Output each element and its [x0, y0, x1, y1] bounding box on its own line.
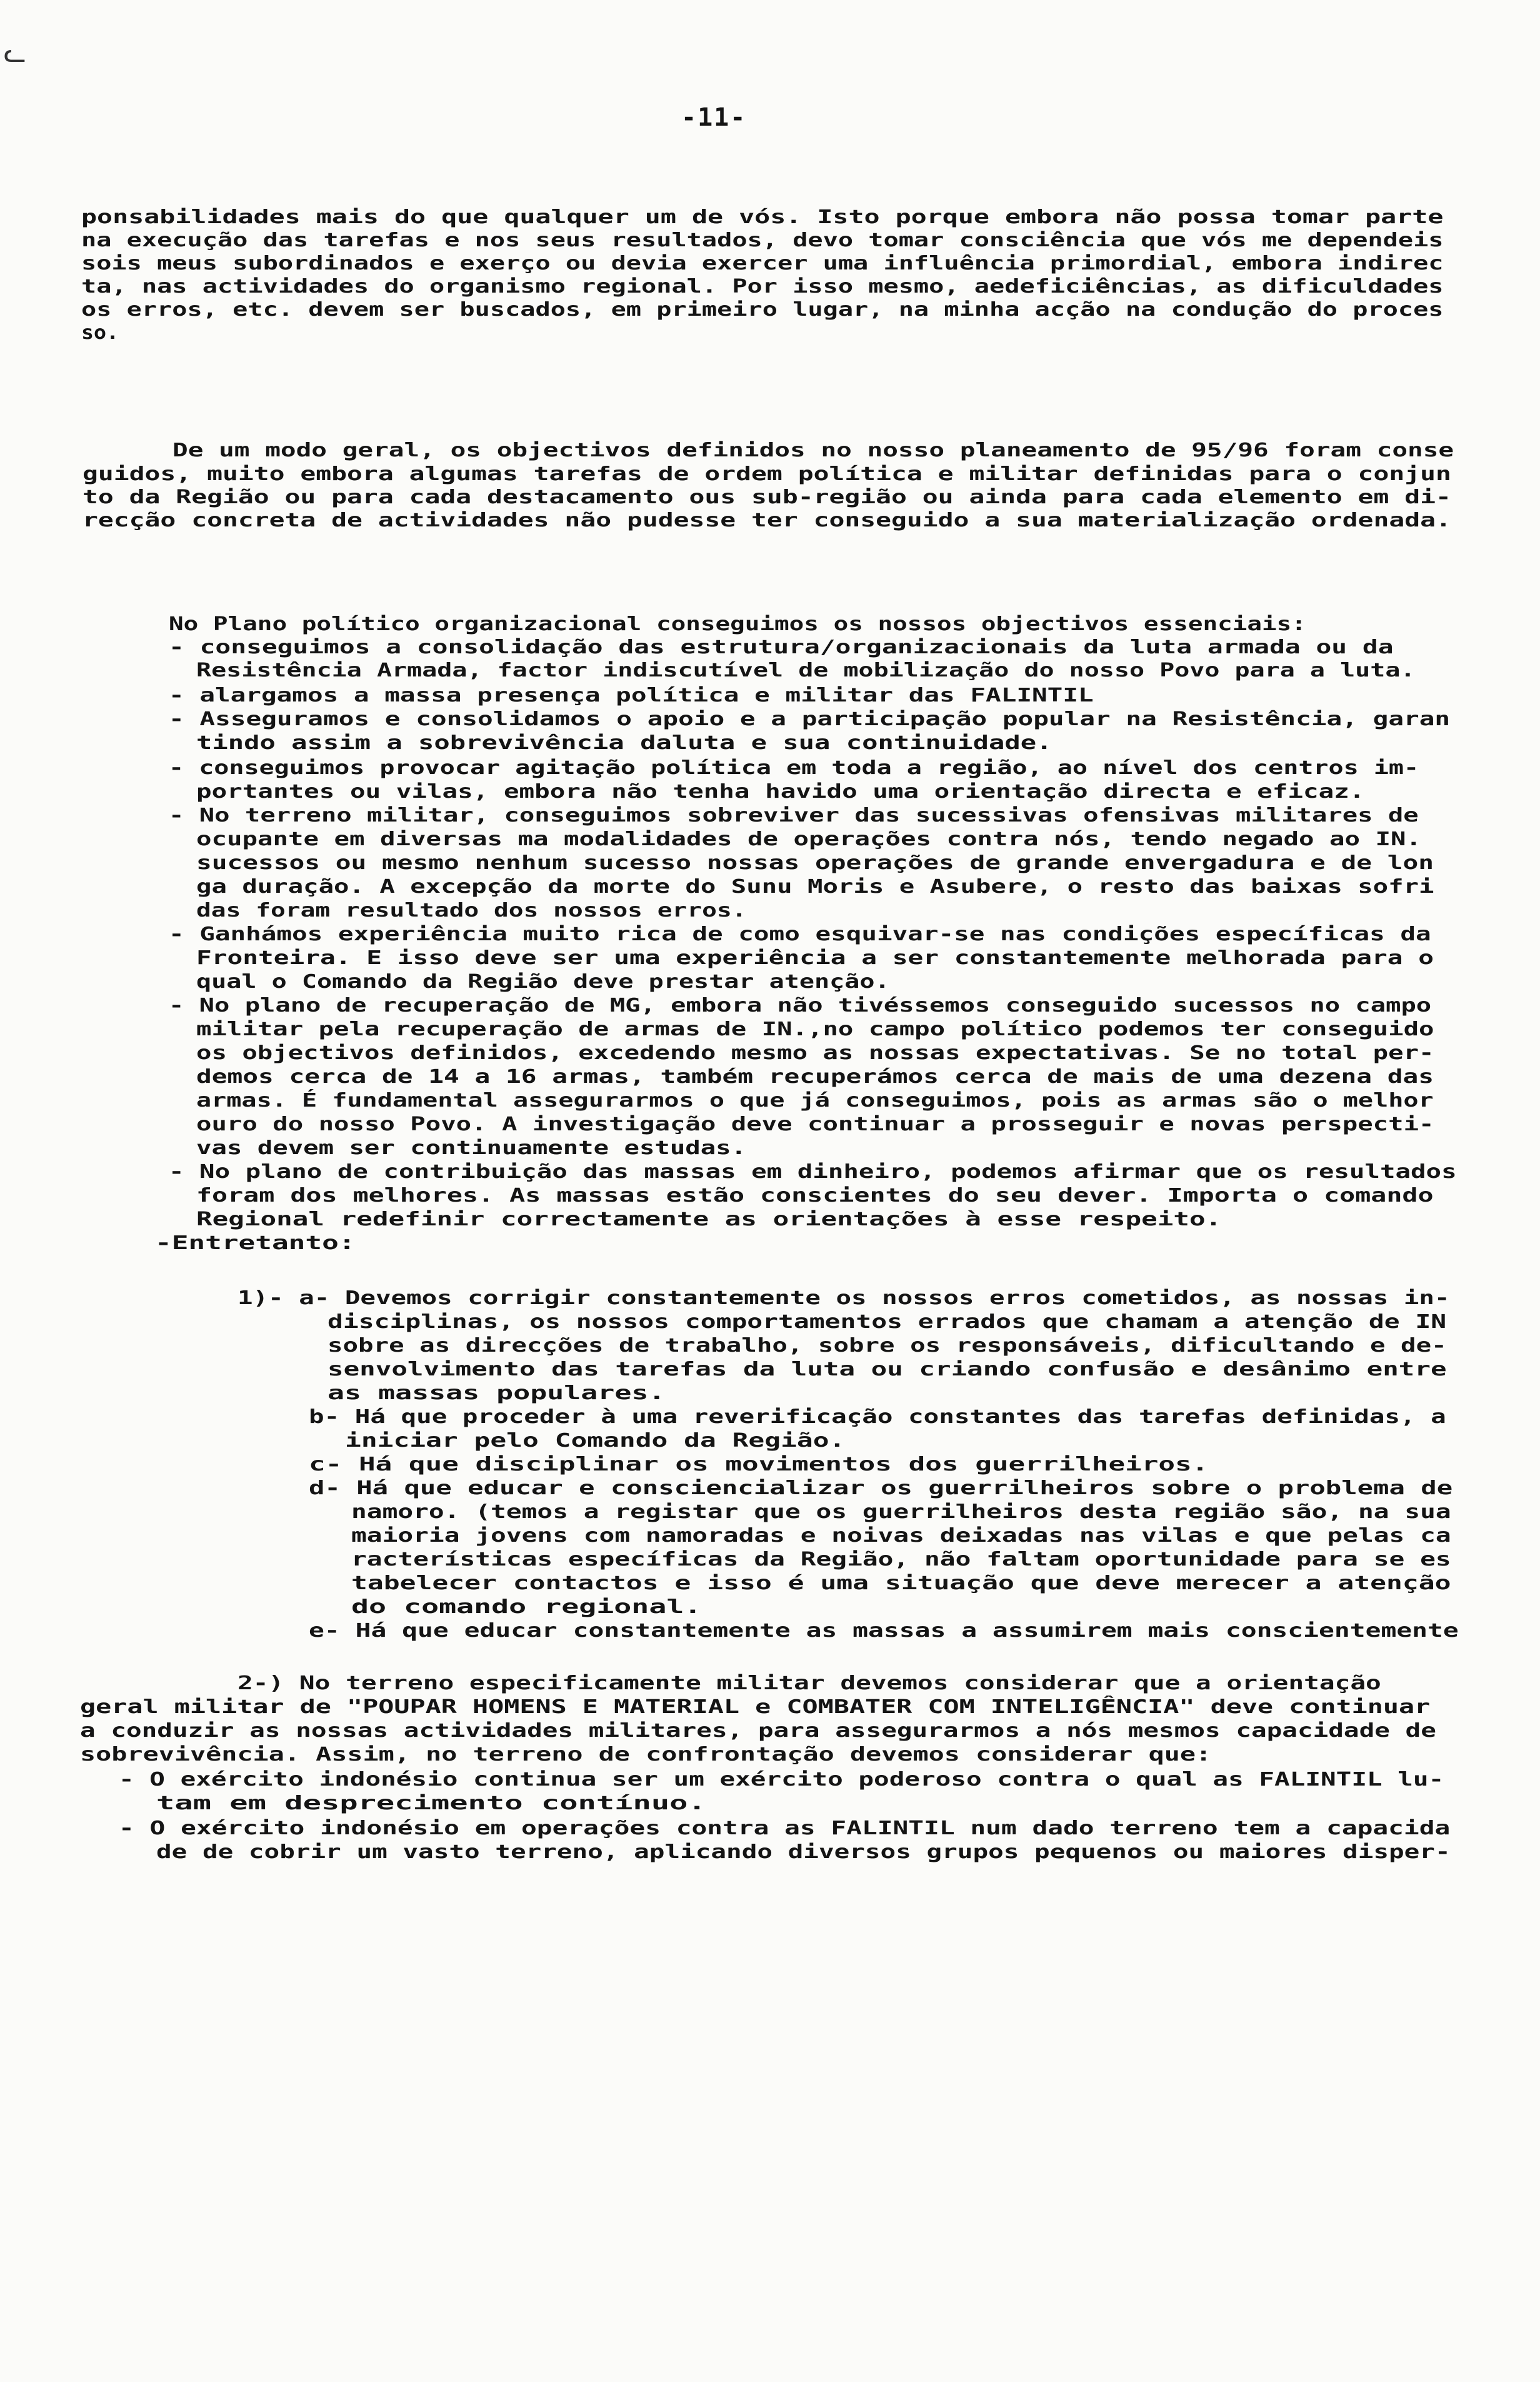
text-line: -Entretanto:	[155, 1232, 356, 1254]
text-line: c- Há que disciplinar os movimentos dos guerrilheiros.	[309, 1454, 1209, 1475]
text-line: recção concreta de actividades não pudesse ter conseguido a sua materialização ordenada.	[82, 510, 1451, 531]
text-line: portantes ou vilas, embora não tenha havido uma orientação directa e eficaz.	[196, 781, 1365, 803]
text-line: maioria jovens com namoradas e noivas deixadas nas vilas e que pelas ca	[351, 1525, 1451, 1547]
text-line: sois meus subordinados e exerço ou devia exercer uma influência primordial, embora indirec	[81, 253, 1444, 274]
text-line: - Ganhámos experiência muito rica de como esquivar-se nas condições específicas da	[169, 923, 1431, 945]
text-line: geral militar de "POUPAR HOMENS E MATERIAL e COMBATER COM INTELIGÊNCIA" deve continuar	[80, 1696, 1431, 1718]
text-line: - No plano de recuperação de MG, embora não tivéssemos conseguido sucessos no campo	[169, 995, 1432, 1017]
text-line: e- Há que educar constantemente as massas a assumirem mais conscientemente	[309, 1620, 1459, 1642]
text-line: militar pela recuperação de armas de IN.,no campo político podemos ter conseguido	[196, 1018, 1434, 1040]
text-line: os objectivos definidos, excedendo mesmo as nossas expectativas. Se no total per-	[196, 1042, 1434, 1064]
text-line: - conseguimos provocar agitação política em toda a região, ao nível dos centros im-	[169, 757, 1419, 779]
text-line: - conseguimos a consolidação das estrutura/organizacionais da luta armada ou da	[169, 636, 1394, 658]
text-line: - No terreno militar, conseguimos sobreviver das sucessivas ofensivas militares de	[169, 805, 1419, 827]
text-line: 2-) No terreno especificamente militar devemos considerar que a orientação	[238, 1672, 1381, 1694]
text-line: iniciar pelo Comando da Região.	[345, 1430, 846, 1452]
text-line: sucessos ou mesmo nenhum sucesso nossas operações de grande envergadura e de lon	[196, 852, 1434, 874]
text-line: senvolvimento das tarefas da luta ou criando confusão e desânimo entre	[328, 1359, 1447, 1380]
text-line: sobrevivência. Assim, no terreno de confrontação devemos considerar que:	[80, 1744, 1212, 1766]
text-line: demos cerca de 14 a 16 armas, também recuperámos cerca de mais de uma dezena das	[196, 1066, 1434, 1088]
text-line: guidos, muito embora algumas tarefas de ordem política e militar definidas para o conjun	[82, 463, 1451, 485]
text-line: - Asseguramos e consolidamos o apoio e a participação popular na Resistência, garan	[169, 708, 1451, 730]
text-line: as massas populares.	[328, 1382, 666, 1404]
text-line: tindo assim a sobrevivência daluta e sua continuidade.	[196, 732, 1052, 754]
text-line: - No plano de contribuição das massas em dinheiro, podemos afirmar que os resultados	[169, 1161, 1457, 1183]
text-line: foram dos melhores. As massas estão conscientes do seu dever. Importa o comando	[196, 1185, 1434, 1207]
text-line: ga duração. A excepção da morte do Sunu Moris e Asubere, o resto das baixas sofri	[196, 876, 1434, 898]
text-line: armas. É fundamental assegurarmos o que já conseguimos, pois as armas são o melhor	[196, 1090, 1434, 1112]
text-line: vas devem ser continuamente estudas.	[196, 1137, 747, 1159]
text-line: a conduzir as nossas actividades militares, para assegurarmos a nós mesmos capacidade de	[80, 1720, 1436, 1742]
text-line: - O exército indonésio continua ser um exército poderoso contra o qual as FALINTIL lu-	[119, 1769, 1444, 1791]
text-line: do comando regional.	[351, 1596, 702, 1618]
text-line: de de cobrir um vasto terreno, aplicando diversos grupos pequenos ou maiores disper-	[156, 1841, 1451, 1863]
text-line: ouro do nosso Povo. A investigação deve continuar a prosseguir e novas perspecti-	[196, 1113, 1434, 1135]
text-line: - alargamos a massa presença política e militar das FALINTIL	[169, 685, 1094, 706]
text-line: - O exército indonésio em operações contra as FALINTIL num dado terreno tem a capacida	[119, 1817, 1451, 1839]
text-line: No Plano político organizacional conseguimos os nossos objectivos essenciais:	[169, 613, 1306, 635]
text-line: Fronteira. E isso deve ser uma experiência a ser constantemente melhorada para o	[196, 947, 1434, 969]
text-line: tabelecer contactos e isso é uma situação que deve merecer a atenção	[351, 1572, 1451, 1594]
page-number: -11-	[681, 103, 747, 132]
text-line: b- Há que proceder à uma reverificação constantes das tarefas definidas, a	[309, 1406, 1446, 1428]
text-line: Regional redefinir correctamente as orientações à esse respeito.	[196, 1209, 1222, 1230]
text-line: tam em desprecimento contínuo.	[156, 1792, 706, 1814]
text-line: 1)- a- Devemos corrigir constantemente os nossos erros cometidos, as nossas in-	[238, 1287, 1450, 1309]
text-line: ta, nas actividades do organismo regional. Por isso mesmo, aedeficiências, as dificuldades	[81, 276, 1444, 298]
text-line: Resistência Armada, factor indiscutível de mobilização do nosso Povo para a luta.	[196, 660, 1416, 681]
text-line: so.	[81, 322, 119, 344]
text-line: namoro. (temos a registar que os guerrilheiros desta região são, na sua	[351, 1501, 1451, 1523]
text-line: to da Região ou para cada destacamento ous sub-região ou ainda para cada elemento em di-	[82, 486, 1451, 508]
text-line: os erros, etc. devem ser buscados, em primeiro lugar, na minha acção na condução do proces	[81, 299, 1444, 321]
text-line: racterísticas específicas da Região, não faltam oportunidade para se es	[351, 1549, 1451, 1570]
text-line: De um modo geral, os objectivos definidos no nosso planeamento de 95/96 foram conse	[172, 440, 1454, 461]
text-line: sobre as direcções de trabalho, sobre os responsáveis, dificultando e de-	[328, 1335, 1447, 1357]
text-line: qual o Comando da Região deve prestar atenção.	[196, 971, 890, 993]
corner-scribble: ᓚ	[4, 38, 26, 68]
text-line: disciplinas, os nossos comportamentos errados que chamam a atenção de IN	[328, 1311, 1447, 1333]
text-line: ocupante em diversas ma modalidades de operações contra nós, tendo negado ao IN.	[196, 828, 1422, 850]
text-line: d- Há que educar e consciencializar os guerrilheiros sobre o problema de	[309, 1477, 1453, 1499]
text-line: na execução das tarefas e nos seus resultados, devo tomar consciência que vós me dependeis	[81, 229, 1444, 251]
text-line: das foram resultado dos nossos erros.	[196, 900, 747, 922]
text-line: ponsabilidades mais do que qualquer um de vós. Isto porque embora não possa tomar parte	[81, 206, 1444, 228]
